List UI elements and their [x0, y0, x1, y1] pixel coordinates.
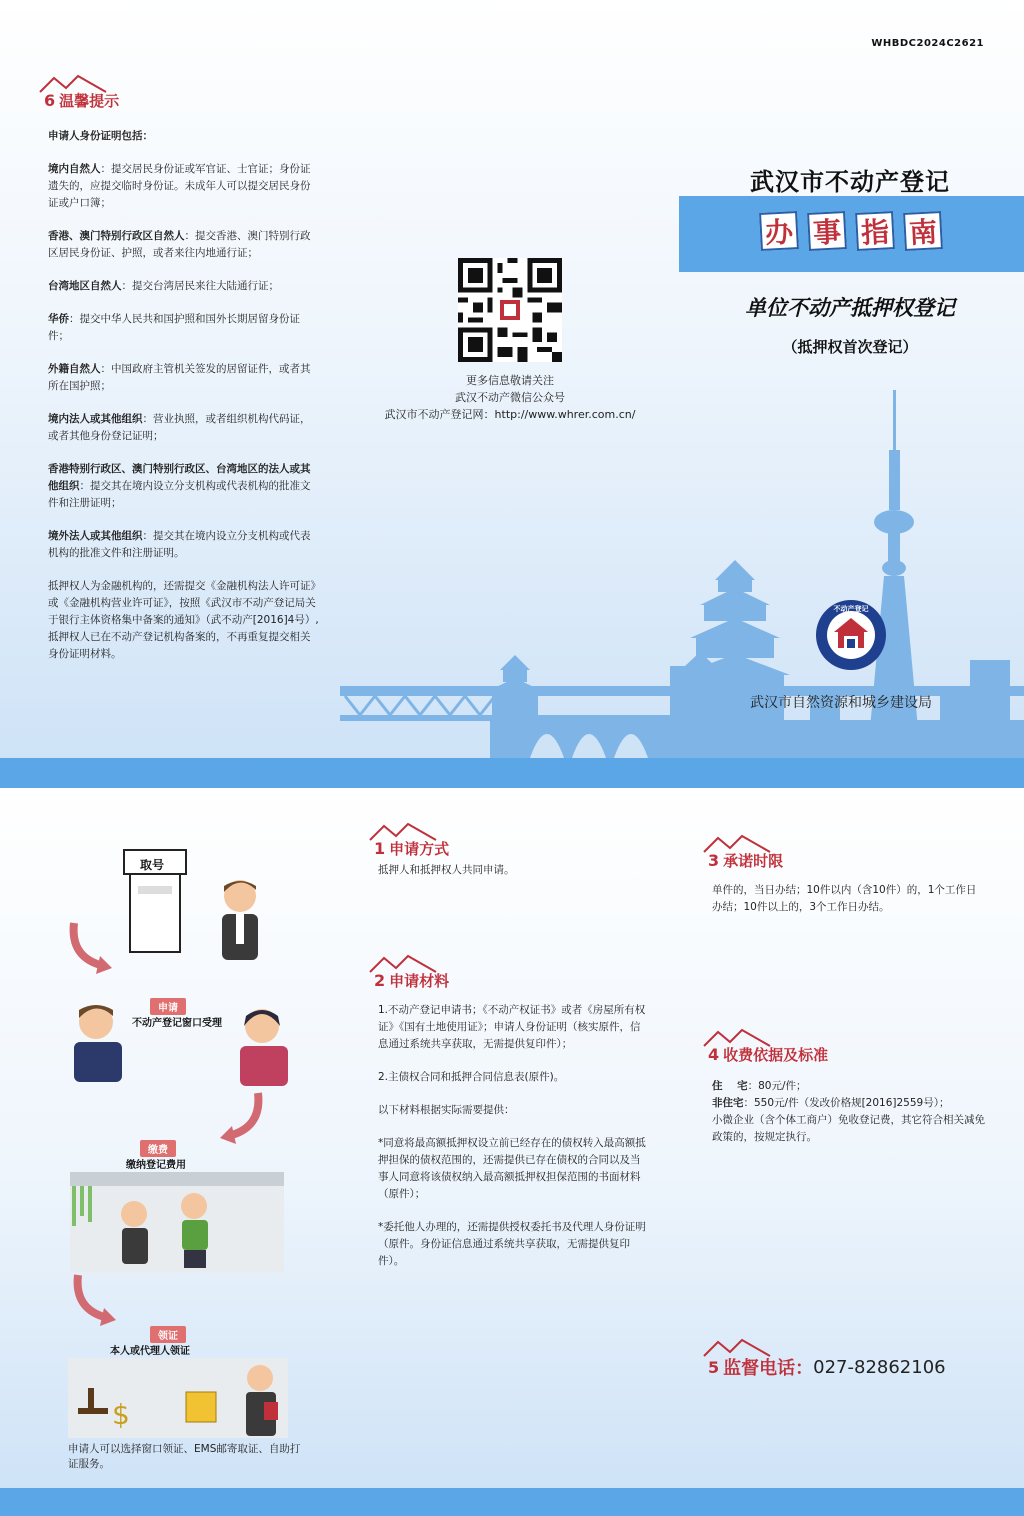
materials-item: 1.不动产登记申请书；《不动产权证书》或者《房屋所有权证》《国有土地使用证》；申请人身份证明（核实原件，信息通过系统共享获取，无需提供复印件）； — [378, 1004, 646, 1050]
section-number: 4 — [708, 1045, 720, 1064]
clerk-icon — [66, 998, 136, 1088]
tips-item: 境外法人或其他组织：提交其在境内设立分支机构或代表机构的批准文件和注册证明。 — [48, 530, 311, 559]
tips-item: 香港特别行政区、澳门特别行政区、台湾地区的法人或其他组织：提交其在境内设立分支机构或代表机构的批准文件和注册证明； — [48, 463, 311, 509]
bureau-name: 武汉市自然资源和城乡建设局 — [750, 695, 932, 711]
roof-icon — [368, 820, 438, 842]
tips-item: 香港、澳门特别行政区自然人：提交香港、澳门特别行政区居民身份证、护照，或者来往内地通行证； — [48, 230, 311, 259]
flow-arrow-icon — [64, 918, 114, 978]
bottom-panel — [0, 788, 1024, 1488]
subtitle: 单位不动产抵押权登记 — [745, 296, 955, 320]
section-1-text: 抵押人和抵押权人共同申请。 — [378, 864, 515, 876]
tips-item: 华侨：提交中华人民共和国护照和国外长期居留身份证件； — [48, 313, 300, 342]
step3-label: 缴费 — [140, 1138, 176, 1157]
section-tips-header — [44, 90, 119, 111]
fold-band — [0, 758, 1024, 788]
svg-text:$: $ — [112, 1398, 130, 1431]
materials-item: 2.主债权合同和抵押合同信息表(原件)。 — [378, 1071, 565, 1083]
flow-illustration — [40, 838, 310, 1438]
fee-exemption: 小微企业（含个体工商户）免收登记费，其它符合相关减免政策的，按规定执行。 — [712, 1114, 985, 1143]
section-number: 5 — [708, 1357, 720, 1377]
qr-caption — [360, 372, 660, 423]
section-4-body — [712, 1078, 986, 1146]
step2-label: 申请 — [150, 996, 186, 1015]
payment-scene — [70, 1172, 284, 1272]
tips-final: 抵押权人为金融机构的，还需提交《金融机构法人许可证》或《金融机构营业许可证》，按照《武汉市不动产登记局关于银行主体资格集中备案的通知》（武不动产[2016]4号）,抵押权人已在不动产登记机构备案的，不再重复提交相关身份证明材料。 — [48, 580, 319, 660]
materials-item: 以下材料根据实际需要提供： — [378, 1104, 515, 1116]
tips-intro: 申请人身份证明包括： — [48, 130, 153, 142]
certificate-items-icon — [68, 1358, 288, 1438]
section-title: 温馨提示 — [59, 92, 120, 110]
step4-caption: 本人或代理人领证 — [110, 1346, 190, 1357]
section-2-body — [378, 1002, 648, 1286]
materials-item: *同意将最高额抵押权设立前已经存在的债权转入最高额抵押担保的债权范围的，还需提供已存在债权的合同以及当事人同意将该债权纳入最高额抵押权担保范围的书面材料（原件）； — [378, 1137, 646, 1200]
fee-residential: 住 宅：80元/件； — [712, 1080, 807, 1092]
document-id: WHBDC2024C2621 — [871, 38, 984, 49]
guide-char: 事 — [807, 211, 847, 251]
tips-item: 境内法人或其他组织：营业执照，或者组织机构代码证，或者其他身份登记证明； — [48, 413, 311, 442]
section-2-header — [374, 970, 449, 991]
guide-char: 南 — [903, 211, 943, 251]
step1-tag: 取号 — [140, 858, 165, 872]
roof-icon — [38, 72, 108, 94]
roof-icon — [702, 1336, 772, 1358]
hotline-number[interactable]: 027-82862106 — [813, 1356, 946, 1378]
bottom-band — [0, 1488, 1024, 1516]
step3-caption: 缴纳登记费用 — [126, 1160, 186, 1171]
logo-text: 不动产登记 — [833, 605, 869, 613]
roof-icon — [368, 952, 438, 974]
section-1-header — [374, 838, 449, 859]
section-number: 3 — [708, 851, 720, 870]
roof-icon — [702, 832, 772, 854]
qr-line1: 更多信息敬请关注 — [466, 374, 554, 387]
qr-code[interactable] — [458, 258, 562, 362]
collection-scene — [68, 1358, 288, 1438]
step4-label: 领证 — [150, 1324, 186, 1343]
section-number: 1 — [374, 839, 386, 858]
tips-item: 外籍自然人：中国政府主管机关签发的居留证件，或者其所在国护照； — [48, 363, 311, 392]
main-title: 武汉市不动产登记 — [750, 168, 950, 196]
qr-line3[interactable]: 武汉市不动产登记网：http://www.whrer.com.cn/ — [384, 408, 636, 421]
guide-char: 指 — [855, 211, 895, 251]
section-4-header — [708, 1044, 828, 1065]
section-title: 收费依据及标准 — [723, 1046, 829, 1064]
fee-non-residential: 非住宅：550元/件（发改价格规[2016]2559号）； — [712, 1097, 950, 1109]
tips-body — [48, 128, 320, 679]
section-title: 承诺时限 — [723, 852, 784, 870]
tips-item: 境内自然人：提交居民身份证或军官证、士官证；身份证遗失的，应提交临时身份证。未成年人可以提交居民身份证或户口簿； — [48, 163, 311, 209]
section-5-header — [708, 1354, 946, 1380]
section-number: 2 — [374, 971, 386, 990]
guide-char: 办 — [759, 211, 799, 251]
roof-icon — [702, 1026, 772, 1048]
materials-item: *委托他人办理的，还需提供授权委托书及代理人身份证明（原件。身份证信息通过系统共享获取，无需提供复印件）。 — [378, 1221, 646, 1267]
hotline-label: 监督电话： — [723, 1358, 814, 1379]
flow-note: 申请人可以选择窗口领证、EMS邮寄取证、自助打证服务。 — [68, 1443, 301, 1470]
tips-item: 台湾地区自然人：提交台湾居民来往大陆通行证； — [48, 280, 279, 292]
flow-arrow-icon — [218, 1088, 268, 1148]
step2-caption: 不动产登记窗口受理 — [132, 1018, 222, 1029]
subtitle-secondary: （抵押权首次登记） — [782, 338, 918, 356]
guide-title — [760, 212, 942, 250]
flow-arrow-icon — [68, 1270, 118, 1330]
person-icon — [210, 876, 270, 966]
section-title: 申请材料 — [389, 972, 450, 990]
section-3-header — [708, 850, 783, 871]
qr-line2: 武汉不动产微信公众号 — [455, 391, 565, 404]
people-icon — [70, 1172, 284, 1272]
section-3-text: 单件的，当日办结；10件以内（含10件）的，1个工作日办结；10件以上的，3个工作日办结。 — [712, 884, 977, 913]
applicant-icon — [226, 1002, 296, 1092]
section-title: 申请方式 — [389, 840, 450, 858]
section-number: 6 — [44, 91, 56, 110]
